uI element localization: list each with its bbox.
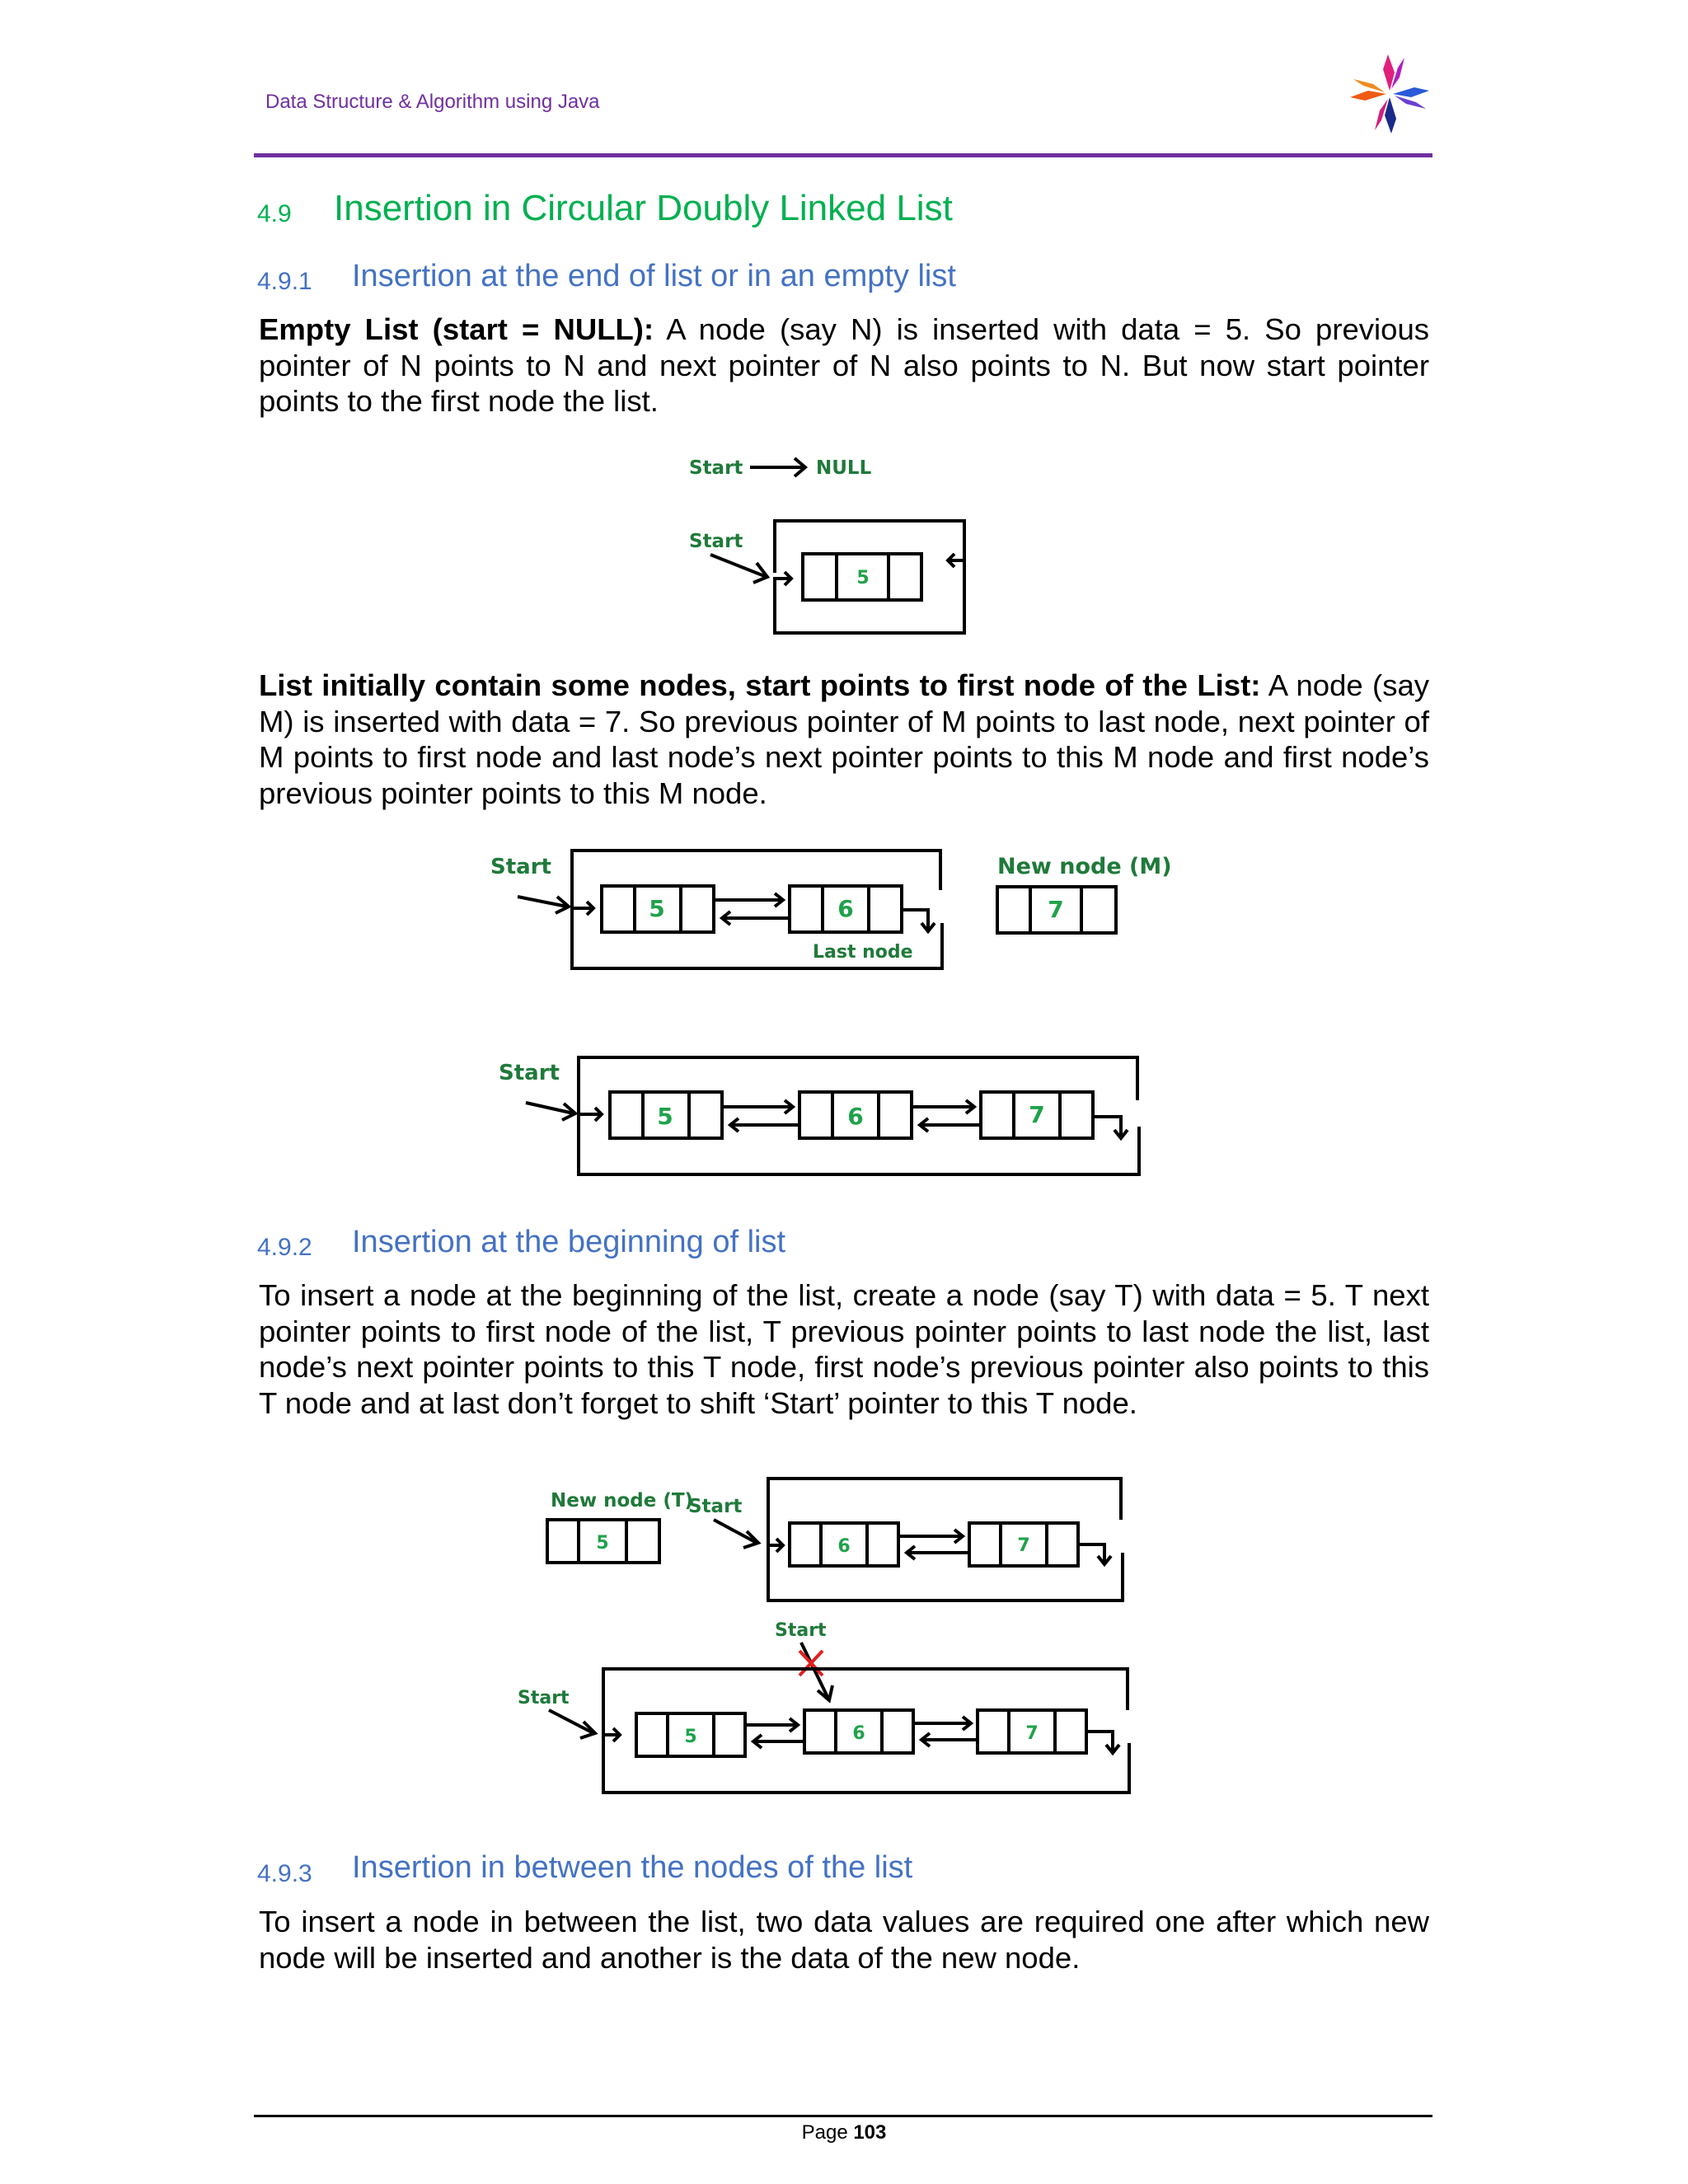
node-value: 5 — [657, 1103, 673, 1130]
node-value: 6 — [837, 1536, 851, 1557]
header-divider — [254, 153, 1432, 157]
paragraph-body: To insert a node in between the list, two data values are required one after which new node will be inserted and another is the data of the new node. — [259, 1905, 1429, 1975]
list-before-diagram — [486, 841, 1172, 981]
list-after-diagram — [495, 1051, 1154, 1183]
paragraph-lead: Empty List (start = NULL): — [259, 312, 654, 346]
node-value: 6 — [847, 1103, 864, 1130]
start-label: Start — [689, 531, 743, 552]
paragraph-body: A node (say N) is inserted with data = 5. So previous pointer of N points to N and next pointer of N also points to N. But now start pointer points to the first node the list. — [259, 312, 1429, 418]
subsection-number: 4.9.1 — [257, 268, 312, 295]
node-value: 6 — [852, 1723, 865, 1744]
paragraph — [259, 1277, 1429, 1421]
start-label: Start — [518, 1688, 570, 1708]
start-label: Start — [688, 1496, 743, 1517]
node-value: 7 — [1048, 896, 1064, 923]
node-value: 5 — [684, 1727, 697, 1747]
begin-after-diagram — [511, 1611, 1137, 1801]
footer-divider — [254, 2115, 1432, 2117]
subsection-title: Insertion at the beginning of list — [352, 1225, 786, 1259]
subsection-title: Insertion in between the nodes of the list — [352, 1850, 913, 1885]
paragraph-body: A node (say M) is inserted with data = 7. So previous pointer of M points to last node, next pointer of M points to first node and last node’s next pointer points to this M node and first node’s previous pointer points to this M node. — [259, 668, 1429, 810]
start-label: Start — [490, 855, 551, 879]
start-label: Start — [689, 457, 743, 479]
subsection-title: Insertion at the end of list or in an empty list — [352, 259, 956, 293]
node-value: 7 — [1029, 1101, 1045, 1128]
pinwheel-logo — [1343, 51, 1436, 137]
new-node-label: New node (T) — [551, 1490, 694, 1511]
node-value: 6 — [837, 895, 854, 922]
node-value: 5 — [596, 1533, 609, 1554]
start-pointer-arrow — [714, 1520, 757, 1543]
begin-before-diagram — [536, 1467, 1137, 1615]
last-node-label: Last node — [813, 942, 913, 963]
page-number-prefix: Page — [801, 2121, 854, 2144]
node-value: 5 — [856, 568, 870, 588]
section-number: 4.9 — [257, 200, 292, 227]
node-value: 7 — [1017, 1535, 1030, 1556]
section-title: Insertion in Circular Doubly Linked List — [334, 188, 953, 228]
paragraph — [259, 312, 1429, 419]
new-node-label: New node (M) — [997, 854, 1172, 879]
paragraph-lead: List initially contain some nodes, start points to first node of the List: — [259, 668, 1261, 702]
start-label: Start — [499, 1061, 560, 1085]
empty-list-diagram — [676, 445, 973, 643]
header-title: Data Structure & Algorithm using Java — [265, 91, 600, 113]
null-label: NULL — [816, 457, 872, 479]
subsection-number: 4.9.2 — [257, 1234, 312, 1261]
node-value: 5 — [649, 895, 665, 922]
old-start-label: Start — [775, 1620, 827, 1641]
paragraph — [259, 668, 1429, 811]
link-line — [603, 1735, 1129, 1793]
paragraph — [259, 1904, 1429, 1975]
subsection-number: 4.9.3 — [257, 1860, 312, 1887]
paragraph-body: To insert a node at the beginning of the list, create a node (say T) with data = 5. T next pointer points to first node of the list, T previous pointer points to last node the list, last node’s next pointer points to this T node, first node’s previous pointer also points to this T node and at last don’t forget to shift ‘Start’ pointer to this T node. — [259, 1278, 1429, 1420]
page-number — [0, 2121, 1688, 2144]
link-line — [603, 1669, 1128, 1735]
node-value: 7 — [1025, 1723, 1039, 1744]
page-number-value: 103 — [853, 2121, 887, 2144]
start-pointer-arrow — [549, 1710, 593, 1733]
